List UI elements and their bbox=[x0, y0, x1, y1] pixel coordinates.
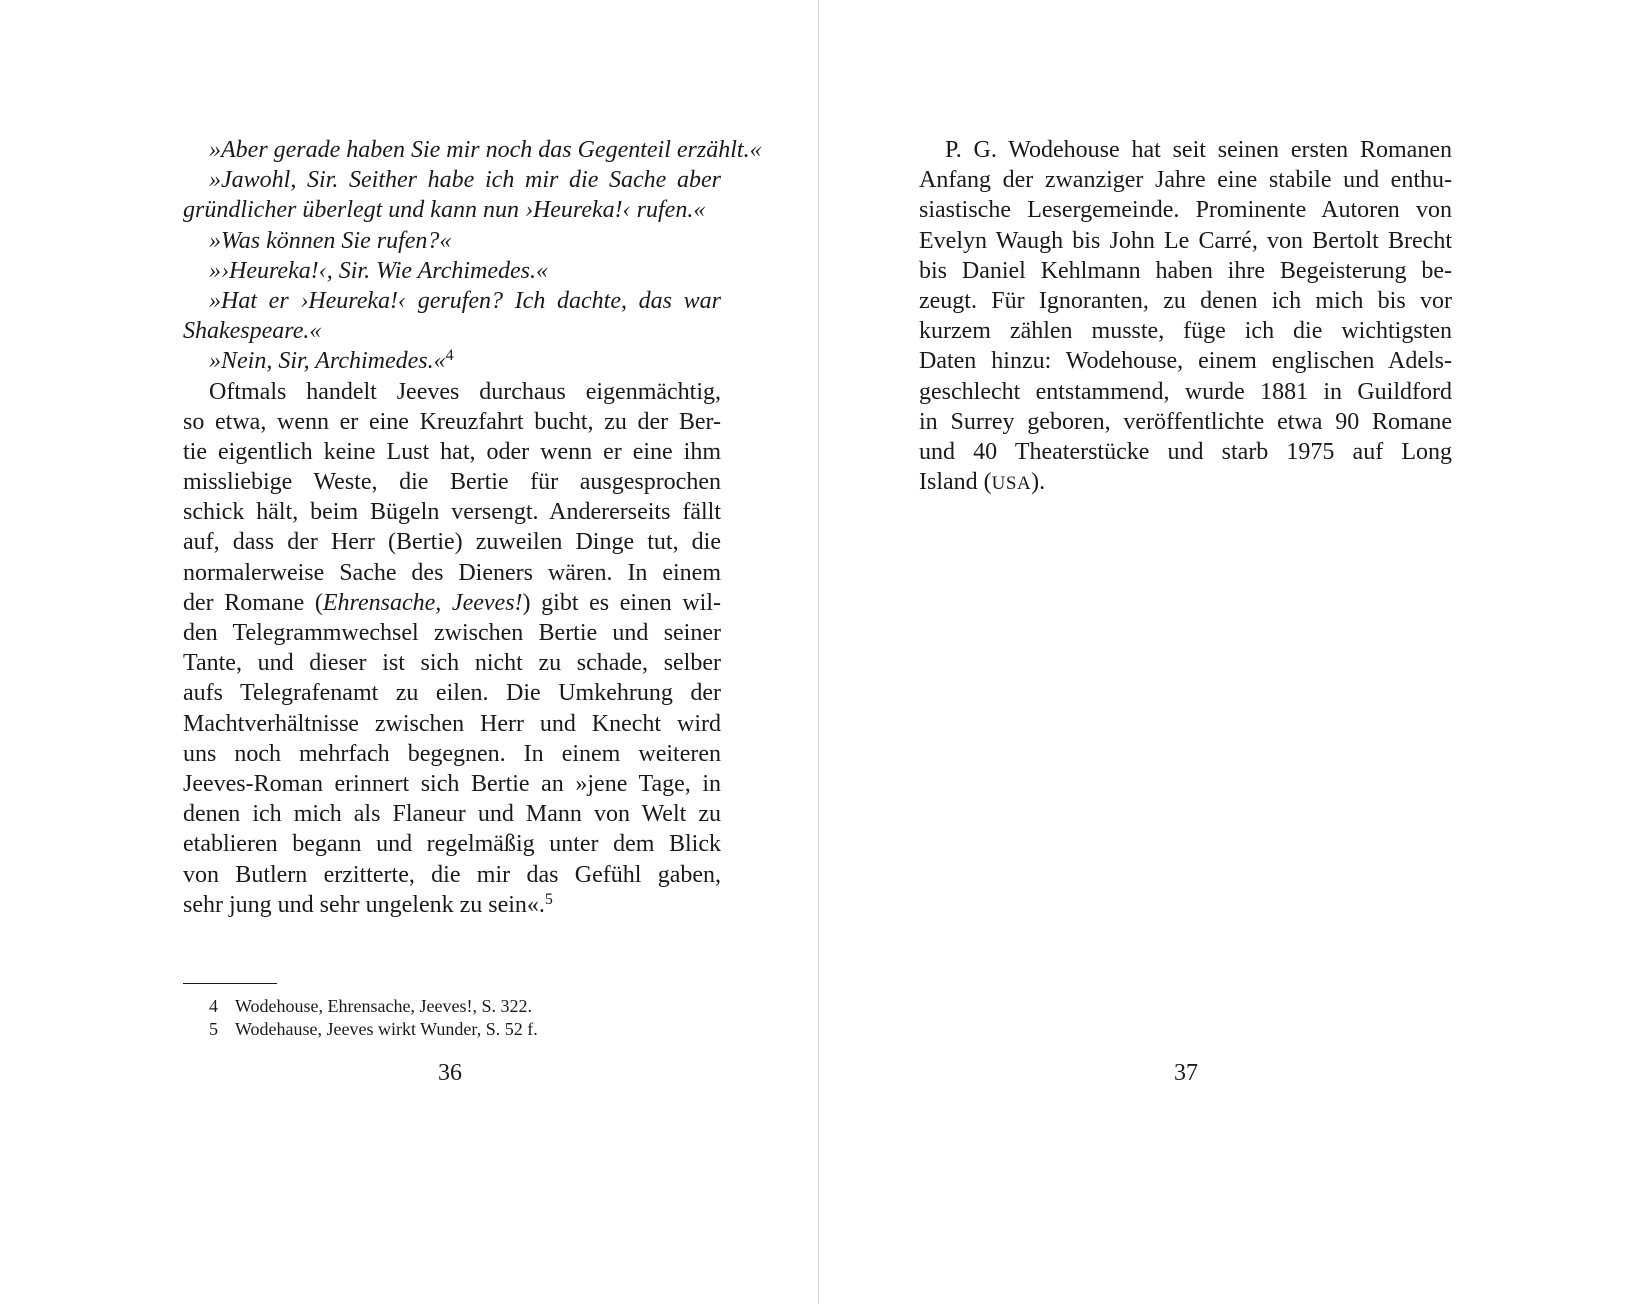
line-text: Oftmals handelt Jeeves durchaus eigenmächtig, bbox=[209, 378, 721, 405]
text-line bbox=[183, 860, 721, 890]
text-line bbox=[183, 618, 721, 648]
text-line bbox=[183, 709, 721, 739]
text-line bbox=[919, 316, 1452, 346]
line-text: der Romane ( bbox=[183, 589, 323, 616]
text-line bbox=[183, 497, 721, 527]
line-text: zeugt. Für Ignoranten, zu denen ich mich bis vor bbox=[919, 287, 1452, 314]
line-text: Evelyn Waugh bis John Le Carré, von Bertolt Brecht bbox=[919, 227, 1452, 254]
page-number-left: 36 bbox=[438, 1060, 462, 1086]
footnote-number: 4 bbox=[209, 996, 218, 1016]
text-line bbox=[919, 467, 1452, 497]
footnote-text: Wodehouse, Ehrensache, Jeeves!, S. 322. bbox=[235, 996, 532, 1016]
text-line bbox=[919, 256, 1452, 286]
text-line bbox=[919, 195, 1452, 225]
line-text: P. G. Wodehouse hat seit seinen ersten Romanen bbox=[945, 137, 1452, 163]
footnote-reference: 4 bbox=[445, 347, 454, 365]
text-line bbox=[919, 286, 1452, 316]
text-line bbox=[919, 407, 1452, 437]
text-line bbox=[183, 195, 721, 225]
line-text: aufs Telegrafenamt zu eilen. Die Umkehrung der bbox=[183, 680, 721, 707]
text-line bbox=[183, 739, 721, 769]
line-text: »›Heureka!‹, Sir. Wie Archimedes.« bbox=[209, 257, 549, 284]
line-text: Island ( bbox=[919, 469, 992, 496]
text-line bbox=[919, 437, 1452, 467]
line-text: gründlicher überlegt und kann nun ›Heureka!‹ rufen.« bbox=[183, 197, 706, 224]
text-line bbox=[183, 377, 721, 407]
text-line bbox=[183, 527, 721, 557]
line-text: missliebige Weste, die Bertie für ausgesprochen bbox=[183, 469, 721, 496]
abbreviation: USA bbox=[991, 473, 1032, 495]
book-title: Ehrensache, Jeeves! bbox=[322, 589, 523, 616]
line-text: sehr jung und sehr ungelenk zu sein«. bbox=[183, 891, 545, 918]
text-line bbox=[183, 829, 721, 859]
line-text: so etwa, wenn er eine Kreuzfahrt bucht, zu der Ber- bbox=[183, 408, 721, 435]
line-text: von Butlern erzitterte, die mir das Gefühl gaben, bbox=[183, 861, 721, 888]
line-text: »Aber gerade haben Sie mir noch das Gegenteil erzählt.« bbox=[209, 137, 762, 163]
right-page bbox=[819, 0, 1627, 1304]
line-text: den Telegrammwechsel zwischen Bertie und seiner bbox=[183, 620, 721, 646]
right-page-text bbox=[919, 135, 1452, 497]
text-line bbox=[183, 678, 721, 708]
text-line bbox=[183, 558, 721, 588]
line-text: bis Daniel Kehlmann haben ihre Begeisterung be- bbox=[919, 257, 1452, 284]
text-line bbox=[183, 648, 721, 678]
text-line bbox=[183, 135, 762, 165]
text-line bbox=[183, 799, 721, 829]
line-text: etablieren begann und regelmäßig unter dem Blick bbox=[183, 831, 721, 858]
text-line bbox=[183, 769, 721, 799]
line-text: Daten hinzu: Wodehouse, einem englischen Adels- bbox=[919, 348, 1452, 375]
line-text: normalerweise Sache des Dieners wären. In einem bbox=[183, 559, 721, 586]
footnote bbox=[183, 1018, 721, 1041]
line-text: uns noch mehrfach begegnen. In einem weiteren bbox=[183, 740, 721, 767]
footnote-text: Wodehause, Jeeves wirkt Wunder, S. 52 f. bbox=[235, 1019, 538, 1039]
line-text: Anfang der zwanziger Jahre eine stabile und enthu- bbox=[919, 167, 1452, 194]
text-line bbox=[183, 346, 721, 376]
footnote-number: 5 bbox=[209, 1019, 218, 1039]
line-text: in Surrey geboren, veröffentlichte etwa 90 Romane bbox=[919, 408, 1452, 435]
line-text: schick hält, beim Bügeln versengt. Andererseits fällt bbox=[183, 499, 721, 526]
line-text: geschlecht entstammend, wurde 1881 in Guildford bbox=[919, 378, 1452, 405]
line-text: und 40 Theaterstücke und starb 1975 auf Long bbox=[919, 438, 1452, 465]
text-line bbox=[183, 256, 721, 286]
line-text: siastische Lesergemeinde. Prominente Autoren von bbox=[919, 197, 1452, 224]
text-line bbox=[919, 226, 1452, 256]
text-line bbox=[183, 165, 721, 195]
line-text: »Jawohl, Sir. Seither habe ich mir die Sache aber bbox=[209, 167, 721, 194]
text-line bbox=[183, 286, 721, 316]
text-line bbox=[183, 226, 721, 256]
line-text: denen ich mich als Flaneur und Mann von Welt zu bbox=[183, 801, 721, 828]
left-page-text bbox=[183, 135, 762, 920]
line-text: »Nein, Sir, Archimedes.« bbox=[209, 348, 446, 375]
text-line bbox=[919, 135, 1452, 165]
line-text: Tante, und dieser ist sich nicht zu schade, selber bbox=[183, 650, 721, 677]
text-line bbox=[183, 467, 721, 497]
line-text: ) gibt es einen wil- bbox=[522, 589, 722, 616]
line-text: ). bbox=[1031, 469, 1046, 496]
text-line bbox=[919, 346, 1452, 376]
line-text: »Hat er ›Heureka!‹ gerufen? Ich dachte, das war bbox=[209, 287, 721, 314]
line-text: Machtverhältnisse zwischen Herr und Knecht wird bbox=[183, 710, 721, 737]
footnotes bbox=[183, 995, 721, 1041]
line-text: Jeeves-Roman erinnert sich Bertie an »jene Tage, in bbox=[183, 770, 721, 797]
line-text: auf, dass der Herr (Bertie) zuweilen Dinge tut, die bbox=[183, 529, 721, 556]
line-text: Shakespeare.« bbox=[183, 318, 322, 345]
text-line bbox=[183, 890, 721, 920]
line-text: tie eigentlich keine Lust hat, oder wenn er eine ihm bbox=[183, 438, 721, 465]
text-line bbox=[183, 316, 721, 346]
text-line bbox=[183, 437, 721, 467]
footnote bbox=[183, 995, 721, 1018]
text-line bbox=[183, 407, 721, 437]
footnote-reference: 5 bbox=[544, 890, 553, 908]
line-text: kurzem zählen musste, füge ich die wichtigsten bbox=[919, 318, 1452, 345]
text-line bbox=[183, 588, 721, 618]
page-number-right: 37 bbox=[1174, 1060, 1198, 1086]
text-line bbox=[919, 165, 1452, 195]
line-text: »Was können Sie rufen?« bbox=[209, 227, 452, 254]
footnote-rule bbox=[183, 983, 277, 984]
text-line bbox=[919, 377, 1452, 407]
